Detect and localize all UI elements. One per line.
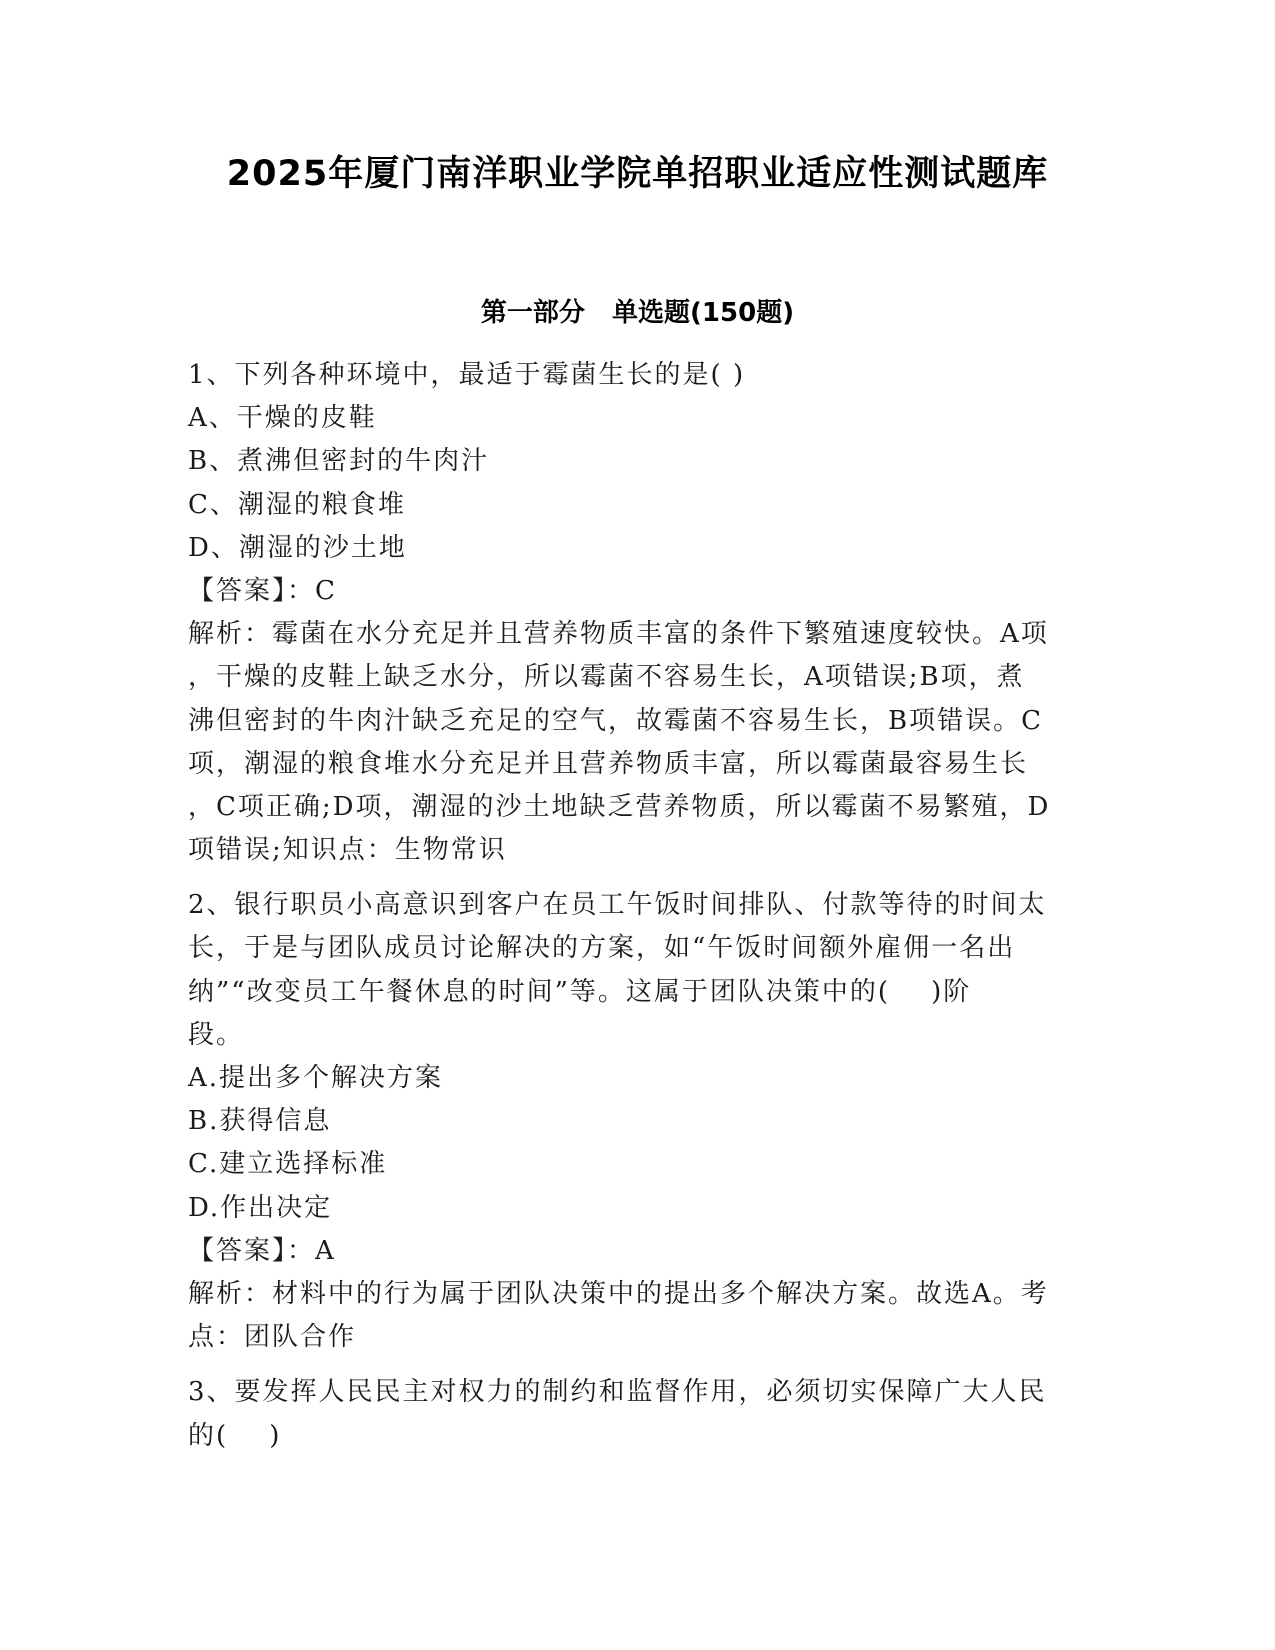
answer-line: 【答案】：C: [188, 575, 337, 606]
question-block: [188, 884, 1088, 1359]
question-list: [188, 354, 1088, 1458]
question-line: 1、下列各种环境中，最适于霉菌生长的是( ): [188, 360, 746, 390]
option-line: A.提出多个解决方案: [188, 1063, 444, 1093]
explanation-line: ，C项正确;D项，潮湿的沙土地缺乏营养物质，所以霉菌不易繁殖，D: [188, 791, 1051, 822]
explanation-line: 解析：材料中的行为属于团队决策中的提出多个解决方案。故选A。考: [188, 1278, 1049, 1309]
option-line: A、干燥的皮鞋: [188, 403, 377, 434]
option-line: B、煮沸但密封的牛肉汁: [188, 446, 490, 477]
document-title: 2025年厦门南洋职业学院单招职业适应性测试题库: [226, 154, 1049, 194]
option-line: C.建立选择标准: [188, 1149, 388, 1180]
explanation-line: 沸但密封的牛肉汁缺乏充足的空气，故霉菌不容易生长，B项错误。C: [188, 705, 1044, 736]
explanation-line: 项，潮湿的粮食堆水分充足并且营养物质丰富，所以霉菌最容易生长: [188, 748, 1029, 779]
explanation-line: 点：团队合作: [188, 1322, 357, 1353]
explanation-line: ，干燥的皮鞋上缺乏水分，所以霉菌不容易生长，A项错误;B项，煮: [188, 662, 1025, 693]
section-heading: 第一部分 单选题(150题): [480, 298, 795, 328]
question-line: 3、要发挥人民民主对权力的制约和监督作用，必须切实保障广大人民: [188, 1377, 1047, 1408]
option-line: B.获得信息: [188, 1106, 332, 1137]
option-line: C、潮湿的粮食堆: [188, 489, 406, 520]
option-line: D、潮湿的沙土地: [188, 532, 407, 563]
question-line: 2、银行职员小高意识到客户在员工午饭时间排队、付款等待的时间太: [188, 890, 1047, 921]
question-line: 纳”“改变员工午餐休息的时间”等。这属于团队决策中的( )阶: [188, 976, 972, 1007]
question-line: 段。: [188, 1019, 245, 1050]
answer-line: 【答案】：A: [188, 1235, 336, 1266]
explanation-line: 项错误;知识点：生物常识: [188, 835, 507, 866]
question-block: [188, 1371, 1088, 1457]
explanation-line: 解析：霉菌在水分充足并且营养物质丰富的条件下繁殖速度较快。A项: [188, 619, 1049, 650]
question-line: 长，于是与团队成员讨论解决的方案，如“午饭时间额外雇佣一名出: [188, 933, 1016, 964]
option-line: D.作出决定: [188, 1192, 333, 1223]
question-block: [188, 354, 1088, 872]
question-line: 的( ): [188, 1420, 282, 1451]
